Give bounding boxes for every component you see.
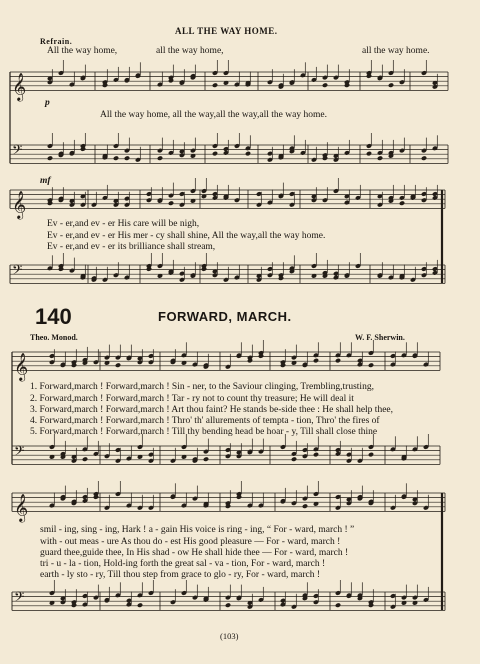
note-head [82, 456, 88, 462]
verse-b-line-5: earth - ly sto - ry, Till thou step from grace to glo - ry, For - ward, march ! [40, 570, 321, 580]
note-head [212, 82, 218, 88]
note-head [124, 155, 130, 161]
refrain-word-2: all the way home, [156, 46, 224, 56]
note-head [245, 151, 251, 157]
verse-a-line-5: 5. Forward,march ! Forward,march ! Till thy bending head be hoar - y, Till shall close thine [30, 427, 378, 437]
note-head [115, 362, 121, 368]
refrain-verse-2: Ev - er,and ev - er His mer - cy shall shine, All the way,all the way home. [47, 231, 326, 241]
refrain-label: Refrain. [40, 37, 73, 46]
dynamic-piano: p [45, 98, 50, 108]
verse-b-line-2: with - out meas - ure As thou do - est His good pleasure — For - ward, march ! [40, 537, 341, 547]
note-head [368, 452, 374, 458]
note-head [335, 358, 341, 364]
note-head [399, 200, 405, 206]
hymn-composer: W. F. Sherwin. [355, 333, 405, 342]
note-head [137, 602, 143, 608]
note-head [366, 151, 372, 157]
refrain-word-1: All the way home, [47, 46, 118, 56]
dynamic-mezzoforte: mf [40, 176, 51, 186]
verse-b-line-1: smil - ing, sing - ing, Hark ! a - gain His voice is ring - ing, “ For - ward, march ! ” [40, 525, 355, 535]
treble-clef-icon: 𝄞 [12, 72, 27, 101]
note-head [168, 200, 174, 206]
bass-clef-icon: 𝄢 [12, 262, 23, 281]
hymn-title: FORWARD, MARCH. [158, 309, 292, 324]
note-head [388, 82, 394, 88]
refrain-word-3: all the way home. [362, 46, 430, 56]
note-head [113, 155, 119, 161]
hymn-number: 140 [35, 304, 72, 329]
note-head [322, 82, 328, 88]
verse-a-line-2: 2. Forward,march ! Forward,march ! Tar - ry not to count thy treasure; He will deal it [30, 394, 354, 404]
verse-b-line-4: tri - u - la - tion, Hold-ing forth the great sal - va - tion, For - ward, march ! [40, 559, 326, 569]
refrain-under-words: All the way home, all the way,all the way,all the way home. [100, 110, 327, 120]
treble-clef-icon: 𝄞 [12, 190, 27, 219]
note-head [313, 452, 319, 458]
verse-b-line-3: guard thee,guide thee, In His shad - ow He shall hide thee — For - ward, march ! [40, 548, 349, 558]
note-head [157, 155, 163, 161]
bass-clef-icon: 𝄢 [12, 142, 23, 161]
note-head [313, 358, 319, 364]
treble-clef-icon: 𝄞 [14, 352, 29, 381]
note-head [421, 155, 427, 161]
hymn-author: Theo. Monod. [30, 333, 78, 342]
note-head [302, 503, 308, 509]
note-head [291, 456, 297, 462]
page-number: (103) [220, 631, 239, 641]
note-head [225, 602, 231, 608]
note-head [47, 155, 53, 161]
note-head [377, 155, 383, 161]
running-title: ALL THE WAY HOME. [175, 26, 278, 36]
note-head [368, 362, 374, 368]
bass-clef-icon: 𝄢 [14, 443, 25, 462]
refrain-verse-3: Ev - er,and ev - er its brilliance shall stream, [47, 242, 216, 252]
refrain-verse-1: Ev - er,and ev - er His care will be nigh, [47, 219, 200, 229]
treble-clef-icon: 𝄞 [14, 493, 29, 522]
note-head [335, 602, 341, 608]
verse-a-line-4: 4. Forward,march ! Forward,march ! Thro' th' allurements of tempta - tion, Thro' the fires of [30, 416, 380, 426]
bass-clef-icon: 𝄢 [14, 589, 25, 608]
note-head [212, 151, 218, 157]
verse-a-line-1: 1. Forward,march ! Forward,march ! Sin - ner, to the Saviour clinging, Trembling,trusting, [30, 382, 374, 392]
note-head [203, 456, 209, 462]
verse-a-line-3: 3. Forward,march ! Forward,march ! Art thou faint? He stands be-side thee : He shall help thee, [30, 405, 393, 415]
